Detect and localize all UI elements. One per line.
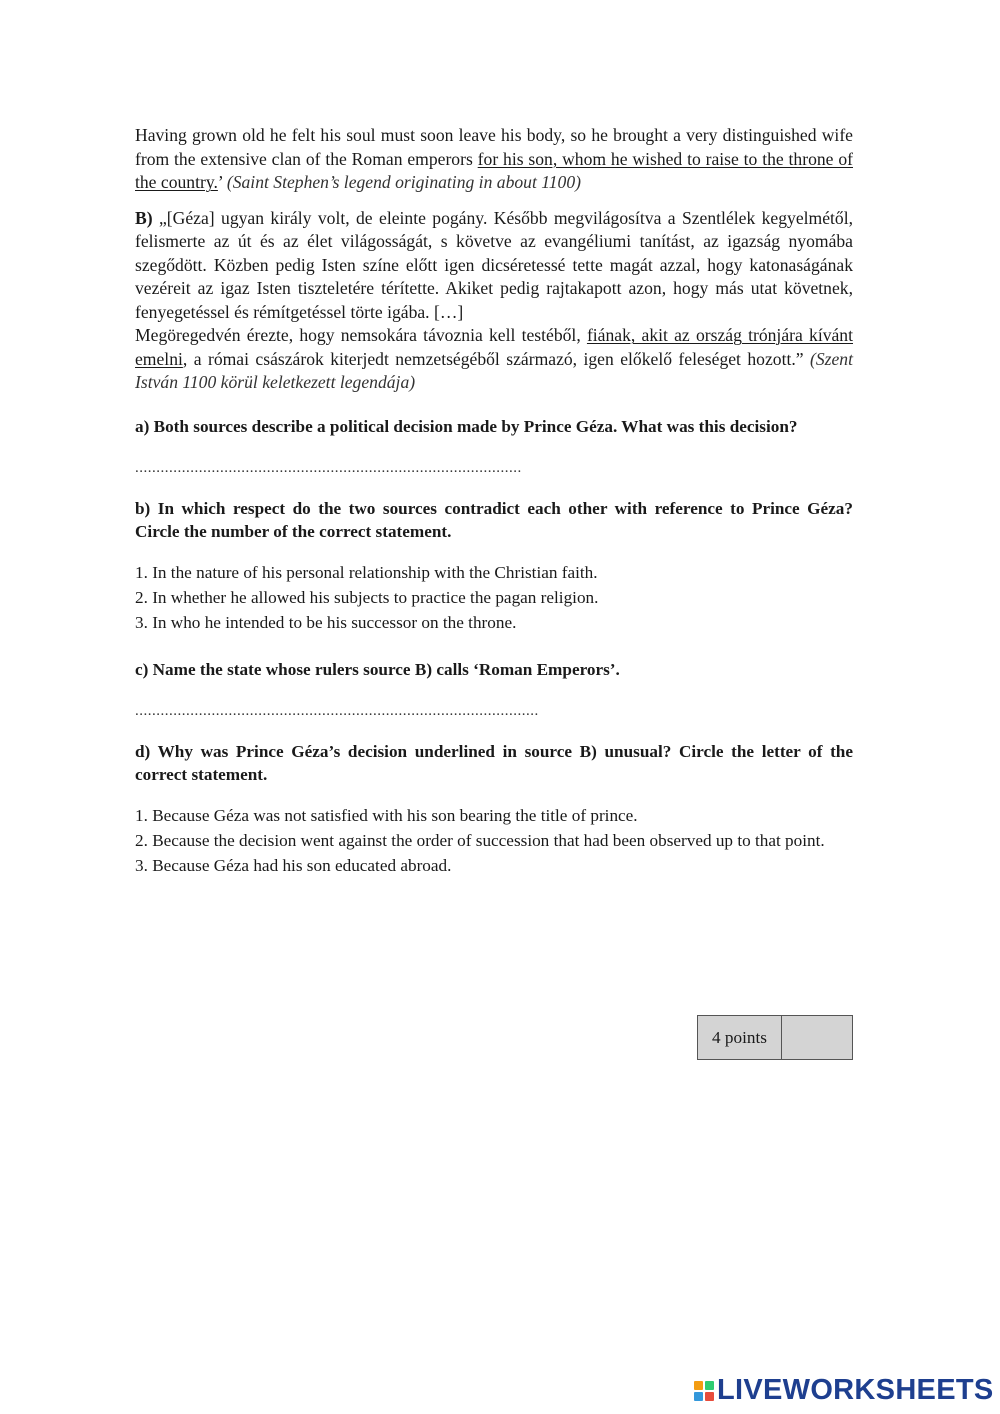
question-c: c) Name the state whose rulers source B) calls ‘Roman Emperors’. bbox=[135, 659, 620, 679]
source-b-text-3: , a római császárok kiterjedt nemzetségéből származó, igen előkelő feleséget hozott.” bbox=[182, 348, 810, 369]
source-b-text-1: „[Géza] ugyan király volt, de eleinte pogány. Később megvilágosítva a Szentlélek kegyelmétől, felismerte az út és az élet világosságát, s követve az evangéliumi tanítást, az igazság nyomába szegődött. Közben pedig Isten színe előtt igen dicséretessé tette magát azzal, hogy katonaságának vezéreit az igaz Isten tiszteletére térítette. Akiket pedig rajtakapott azon, hogy más utat követnek, fenyegetéssel és rémítgetéssel törte igába. […] bbox=[135, 207, 853, 322]
question-a: a) Both sources describe a political decision made by Prince Géza. What was this decision? bbox=[135, 416, 798, 436]
source-b-underlined: fiának, akit az ország trónjára kívánt emelni bbox=[135, 325, 853, 369]
option-d-3[interactable]: 3. Because Géza had his son educated abroad. bbox=[135, 855, 452, 875]
source-b-text-2: Megöregedvén érezte, hogy nemsokára távoznia kell testéből, bbox=[135, 325, 587, 345]
question-d: d) Why was Prince Géza’s decision underlined in source B) unusual? Circle the letter of the correct statement. bbox=[135, 741, 853, 784]
option-d-2[interactable]: 2. Because the decision went against the order of succession that had been observed up to that point. bbox=[135, 830, 825, 850]
liveworksheets-wordmark: LIVEWORKSHEETS bbox=[717, 1374, 994, 1406]
source-a-quote-end: ’ bbox=[217, 172, 227, 192]
answer-line-a[interactable]: ........................................................................................... bbox=[135, 459, 522, 476]
option-d-1[interactable]: 1. Because Géza was not satisfied with his son bearing the title of prince. bbox=[135, 805, 638, 825]
liveworksheets-branding bbox=[694, 1376, 994, 1405]
source-b-citation: (Szent István 1100 körül keletkezett legendája) bbox=[135, 348, 853, 392]
score-box bbox=[697, 1015, 853, 1060]
source-a-citation: (Saint Stephen’s legend originating in about 1100) bbox=[226, 172, 581, 192]
source-a-underlined: for his son, whom he wished to raise to the throne of the country. bbox=[135, 148, 853, 192]
question-b-options bbox=[135, 560, 853, 635]
source-b-paragraph-1 bbox=[135, 207, 853, 325]
option-b-1[interactable]: 1. In the nature of his personal relationship with the Christian faith. bbox=[135, 562, 598, 582]
source-b-paragraph-2 bbox=[135, 324, 853, 395]
source-a-text: Having grown old he felt his soul must soon leave his body, so he brought a very distinguished wife from the extensive clan of the Roman emperors bbox=[135, 125, 853, 169]
worksheet-page bbox=[135, 124, 853, 878]
option-b-3[interactable]: 3. In who he intended to be his successor on the throne. bbox=[135, 612, 517, 632]
question-d-options bbox=[135, 803, 853, 878]
score-input-cell[interactable] bbox=[782, 1016, 852, 1059]
score-label: 4 points bbox=[698, 1016, 782, 1059]
answer-line-c[interactable]: ............................................................................................... bbox=[135, 702, 539, 719]
source-b-label: B) bbox=[135, 207, 153, 228]
liveworksheets-logo-icon bbox=[694, 1381, 714, 1401]
question-b: b) In which respect do the two sources contradict each other with reference to Prince Géza? Circle the number of the correct statement. bbox=[135, 498, 853, 541]
source-a-excerpt bbox=[135, 124, 853, 195]
option-b-2[interactable]: 2. In whether he allowed his subjects to practice the pagan religion. bbox=[135, 587, 599, 607]
